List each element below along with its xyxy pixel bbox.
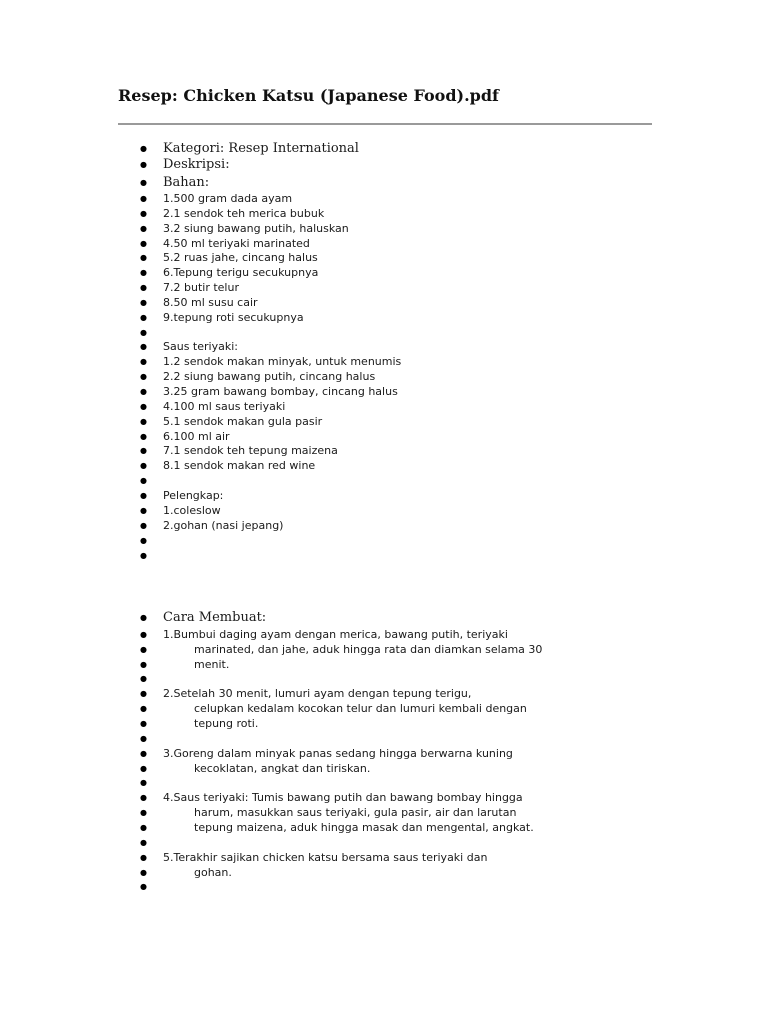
bullet-icon: ●: [140, 491, 147, 500]
bullet-icon: ●: [140, 749, 147, 758]
bullet-icon: ●: [140, 268, 147, 277]
bullet-icon: ●: [140, 536, 147, 545]
bullet-icon: ●: [140, 645, 147, 654]
list-item-text: Saus teriyaki:: [163, 340, 238, 353]
bullet-icon: ●: [140, 342, 147, 351]
list-item-text: Deskripsi:: [163, 157, 230, 172]
list-item-text: 4.50 ml teriyaki marinated: [163, 237, 310, 250]
list-item-text: kecoklatan, angkat dan tiriskan.: [194, 762, 371, 775]
list-item-text: gohan.: [194, 866, 232, 879]
bullet-icon: ●: [140, 313, 147, 322]
bullet-icon: ●: [140, 838, 147, 847]
bullet-icon: ●: [140, 372, 147, 381]
list-item-text: 5.1 sendok makan gula pasir: [163, 415, 323, 428]
list-item-text: 7.1 sendok teh tepung maizena: [163, 444, 338, 457]
bullet-icon: ●: [140, 689, 147, 698]
bullet-icon: ●: [140, 357, 147, 366]
bullet-icon: ●: [140, 808, 147, 817]
list-item-text: tepung roti.: [194, 717, 259, 730]
bullet-icon: ●: [140, 521, 147, 530]
list-item-text: Kategori: Resep International: [163, 141, 359, 156]
list-item-text: 9.tepung roti secukupnya: [163, 311, 304, 324]
bullet-icon: ●: [140, 719, 147, 728]
list-item-text: 3.25 gram bawang bombay, cincang halus: [163, 385, 398, 398]
bullet-icon: ●: [140, 823, 147, 832]
bullet-icon: ●: [140, 660, 147, 669]
bullet-icon: ●: [140, 674, 147, 683]
bullet-icon: ●: [140, 461, 147, 470]
bullet-icon: ●: [140, 764, 147, 773]
list-item-text: 1.2 sendok makan minyak, untuk menumis: [163, 355, 402, 368]
bullet-icon: ●: [140, 178, 147, 187]
bullet-icon: ●: [140, 239, 147, 248]
bullet-icon: ●: [140, 551, 147, 560]
bullet-icon: ●: [140, 283, 147, 292]
bullet-icon: ●: [140, 778, 147, 787]
bullet-icon: ●: [140, 630, 147, 639]
list-item-text: 2.2 siung bawang putih, cincang halus: [163, 370, 376, 383]
list-item-text: 8.1 sendok makan red wine: [163, 459, 316, 472]
list-item-text: 6.100 ml air: [163, 430, 230, 443]
list-item-text: 2.1 sendok teh merica bubuk: [163, 207, 325, 220]
document-title: Resep: Chicken Katsu (Japanese Food).pdf: [118, 86, 499, 105]
list-item-text: harum, masukkan saus teriyaki, gula pasir, air dan larutan: [194, 806, 517, 819]
list-item-text: 6.Tepung terigu secukupnya: [163, 266, 319, 279]
list-item-text: 7.2 butir telur: [163, 281, 239, 294]
list-item-text: 2.gohan (nasi jepang): [163, 519, 284, 532]
list-item-text: tepung maizena, aduk hingga masak dan mengental, angkat.: [194, 821, 534, 834]
bullet-icon: ●: [140, 144, 147, 153]
bullet-icon: ●: [140, 224, 147, 233]
bullet-icon: ●: [140, 387, 147, 396]
list-item-text: 1.Bumbui daging ayam dengan merica, bawang putih, teriyaki: [163, 628, 508, 641]
list-item-text: marinated, dan jahe, aduk hingga rata dan diamkan selama 30: [194, 643, 543, 656]
list-item-text: Pelengkap:: [163, 489, 224, 502]
bullet-icon: ●: [140, 853, 147, 862]
bullet-icon: ●: [140, 194, 147, 203]
list-item-text: 5.2 ruas jahe, cincang halus: [163, 251, 318, 264]
bullet-icon: ●: [140, 446, 147, 455]
list-item-text: 1.coleslow: [163, 504, 221, 517]
bullet-icon: ●: [140, 209, 147, 218]
bullet-icon: ●: [140, 506, 147, 515]
list-item-text: 5.Terakhir sajikan chicken katsu bersama saus teriyaki dan: [163, 851, 488, 864]
list-item-text: 3.2 siung bawang putih, haluskan: [163, 222, 349, 235]
list-item-text: 4.Saus teriyaki: Tumis bawang putih dan bawang bombay hingga: [163, 791, 523, 804]
bullet-icon: ●: [140, 704, 147, 713]
bullet-icon: ●: [140, 613, 147, 622]
bullet-icon: ●: [140, 160, 147, 169]
list-item-text: Cara Membuat:: [163, 610, 267, 625]
bullet-icon: ●: [140, 882, 147, 891]
list-item-text: celupkan kedalam kocokan telur dan lumuri kembali dengan: [194, 702, 527, 715]
list-item-text: 4.100 ml saus teriyaki: [163, 400, 286, 413]
list-item-text: menit.: [194, 658, 230, 671]
list-item-text: 8.50 ml susu cair: [163, 296, 258, 309]
bullet-icon: ●: [140, 734, 147, 743]
bullet-icon: ●: [140, 402, 147, 411]
list-item-text: Bahan:: [163, 175, 210, 190]
list-item-text: 3.Goreng dalam minyak panas sedang hingga berwarna kuning: [163, 747, 513, 760]
bullet-icon: ●: [140, 432, 147, 441]
bullet-icon: ●: [140, 868, 147, 877]
bullet-icon: ●: [140, 253, 147, 262]
list-item-text: 2.Setelah 30 menit, lumuri ayam dengan tepung terigu,: [163, 687, 472, 700]
title-divider: [118, 123, 652, 125]
bullet-icon: ●: [140, 328, 147, 337]
bullet-icon: ●: [140, 793, 147, 802]
bullet-icon: ●: [140, 417, 147, 426]
bullet-icon: ●: [140, 298, 147, 307]
list-item-text: 1.500 gram dada ayam: [163, 192, 293, 205]
bullet-icon: ●: [140, 476, 147, 485]
